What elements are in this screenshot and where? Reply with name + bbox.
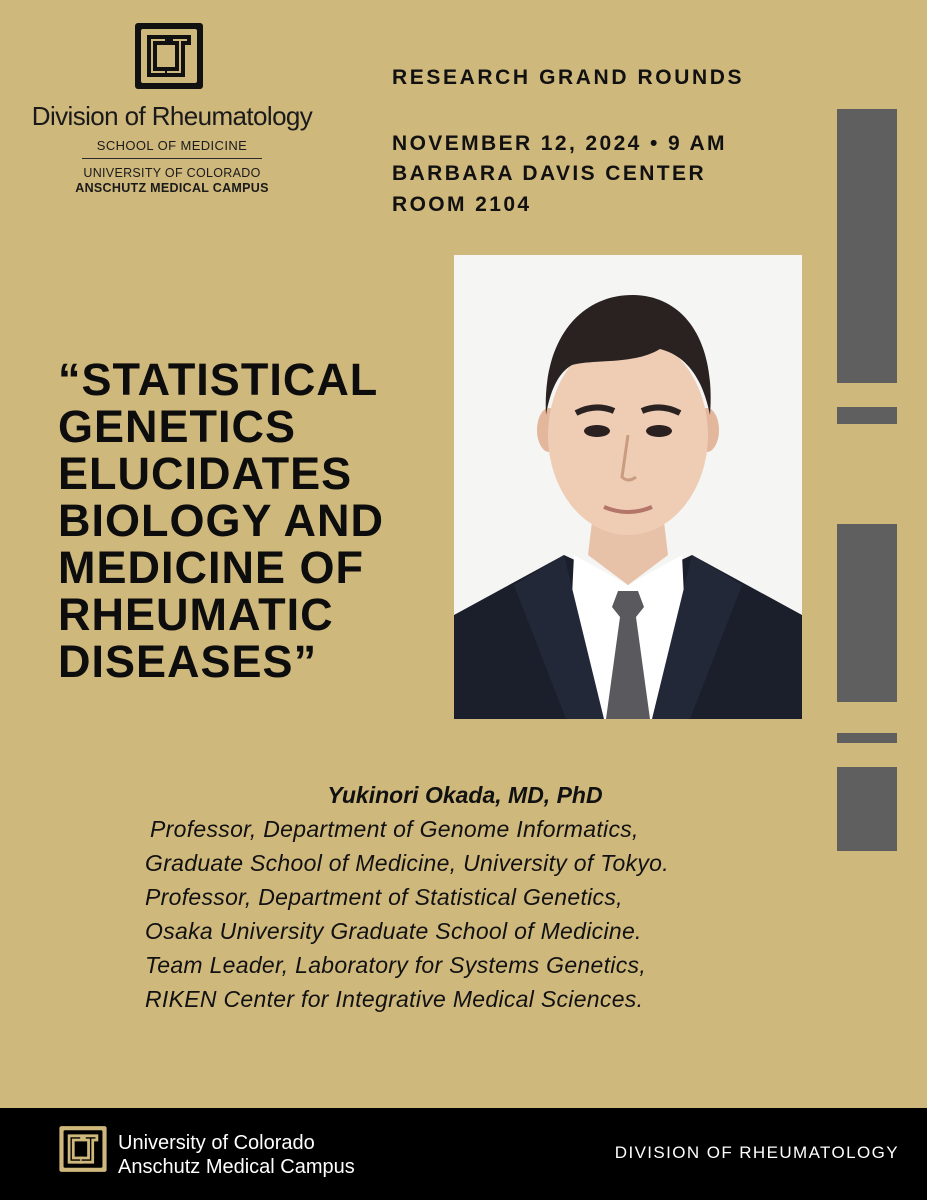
- speaker-affiliation: Graduate School of Medicine, University of Tokyo.: [145, 850, 669, 876]
- decorative-bar: [837, 767, 897, 851]
- division-name: Division of Rheumatology: [31, 101, 313, 131]
- event-date-time: NOVEMBER 12, 2024 • 9 AM: [392, 132, 727, 155]
- event-location: BARBARA DAVIS CENTER: [392, 162, 707, 185]
- talk-title-line: RHEUMATIC: [58, 589, 334, 640]
- decorative-bar: [837, 407, 897, 424]
- speaker-portrait: [454, 255, 802, 719]
- speaker-affiliation: Professor, Department of Statistical Genetics,: [145, 884, 623, 910]
- event-series: RESEARCH GRAND ROUNDS: [392, 66, 745, 89]
- talk-title: [58, 356, 438, 685]
- footer-division: DIVISION OF RHEUMATOLOGY: [614, 1143, 899, 1162]
- logo-divider: [82, 158, 262, 159]
- cu-logo-icon: [58, 1124, 108, 1174]
- cu-logo-icon: [133, 21, 205, 91]
- footer-campus: Anschutz Medical Campus: [118, 1156, 355, 1178]
- talk-title-line: “STATISTICAL: [58, 354, 379, 405]
- speaker-affiliation: Team Leader, Laboratory for Systems Genetics,: [145, 952, 647, 978]
- event-room: ROOM 2104: [392, 193, 532, 216]
- speaker-photo: [454, 255, 802, 719]
- university-name: UNIVERSITY OF COLORADO: [83, 166, 261, 180]
- talk-title-line: DISEASES”: [58, 636, 318, 687]
- talk-title-line: BIOLOGY AND: [58, 495, 385, 546]
- talk-title-line: GENETICS: [58, 401, 297, 452]
- school-name: SCHOOL OF MEDICINE: [96, 138, 248, 153]
- footer-university: University of Colorado: [118, 1132, 315, 1154]
- speaker-affiliation: Professor, Department of Genome Informatics,: [150, 816, 639, 842]
- talk-title-line: ELUCIDATES: [58, 448, 353, 499]
- campus-name: ANSCHUTZ MEDICAL CAMPUS: [75, 181, 269, 195]
- decorative-bar: [837, 733, 897, 743]
- speaker-affiliation: RIKEN Center for Integrative Medical Sciences.: [145, 986, 644, 1012]
- speaker-name: Yukinori Okada, MD, PhD: [327, 782, 603, 808]
- talk-title-line: MEDICINE OF: [58, 542, 365, 593]
- speaker-affiliation: Osaka University Graduate School of Medicine.: [145, 918, 642, 944]
- decorative-bar: [837, 524, 897, 702]
- decorative-bar: [837, 109, 897, 383]
